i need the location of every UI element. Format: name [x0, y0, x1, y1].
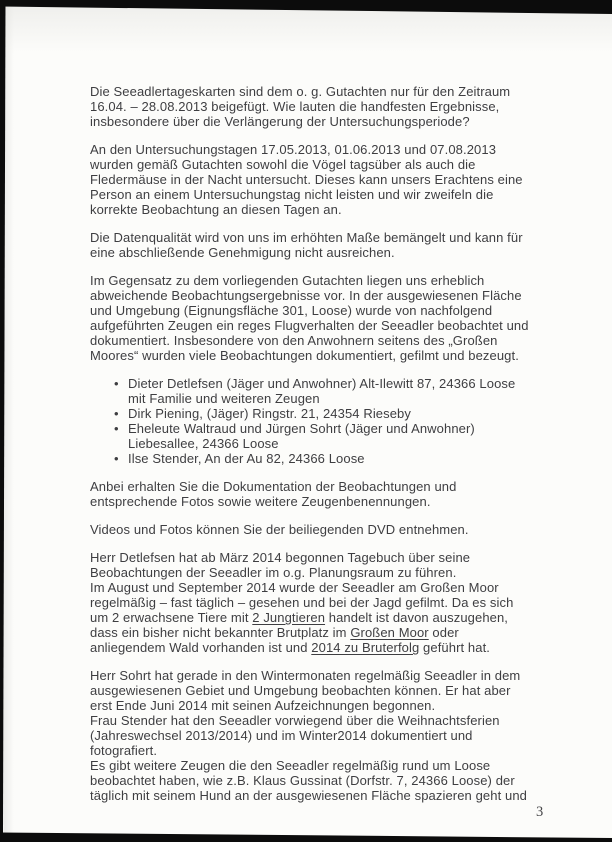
text-line — [90, 610, 529, 625]
text-line: fotografiert. — [90, 743, 158, 758]
text-line: abweichende Beobachtungsergebnisse vor. In der ausgewiesenen Fläche — [90, 288, 522, 303]
text-line: Die Seeadlertageskarten sind dem o. g. Gutachten nur für den Zeitraum — [90, 84, 511, 99]
text-line: Person an einem Untersuchungstag nicht leisten und wir zweifeln die — [90, 187, 494, 202]
text-line: Anbei erhalten Sie die Dokumentation der Beobachtungen und — [90, 479, 457, 494]
text-line — [90, 640, 529, 655]
text-line: • Eheleute Waltraud und Jürgen Sohrt (Jäger und Anwohner) — [128, 421, 475, 436]
underlined-text: 2 Jungtieren — [252, 610, 326, 625]
text-line: eine abschließende Genehmigung nicht ausreichen. — [90, 245, 395, 260]
text-line: ausgewiesenen Gebiet und Umgebung beobachten können. Er hat aber — [90, 683, 511, 698]
text-line: Beobachtungen der Seeadler im o.g. Planungsraum zu führen. — [90, 565, 457, 580]
scan-left-shading — [4, 0, 14, 842]
text-segment: oder — [428, 625, 459, 640]
paragraph-beobachtungen — [90, 273, 529, 363]
letter-body — [90, 84, 529, 803]
text-line: Fledermäuse in der Nacht untersucht. Dieses kann unsers Erachtens eine — [90, 172, 523, 187]
text-line: Herr Detlefsen hat ab März 2014 begonnen Tagebuch über seine — [90, 550, 471, 565]
text-line: Es gibt weitere Zeugen die den Seeadler regelmäßig rund um Loose — [90, 758, 491, 773]
paragraph-videos-dvd — [90, 522, 529, 537]
text-line: • Dirk Piening, (Jäger) Ringstr. 21, 24354 Rieseby — [128, 406, 411, 421]
scan-top-shading — [4, 7, 612, 53]
text-line: korrekte Beobachtung an diesen Tagen an. — [90, 202, 342, 217]
text-line: • Dieter Detlefsen (Jäger und Anwohner) Alt-Ilewitt 87, 24366 Loose — [128, 376, 516, 391]
paragraph-datenqualitaet — [90, 230, 529, 260]
paragraph-tageskarten — [90, 84, 529, 129]
paragraph-untersuchungstage — [90, 142, 529, 217]
text-line: entsprechende Fotos sowie weitere Zeugenbenennungen. — [90, 494, 431, 509]
text-line: täglich mit seinem Hund an der ausgewiesenen Fläche spazieren geht und — [90, 788, 527, 803]
witness-list — [90, 376, 529, 466]
text-line: mit Familie und weiteren Zeugen — [128, 391, 320, 406]
text-line: • Ilse Stender, An der Au 82, 24366 Loose — [128, 451, 365, 466]
underlined-text: 2014 zu Bruterfolg — [311, 640, 420, 655]
text-line — [90, 625, 529, 640]
text-line: wurden gemäß Gutachten sowohl die Vögel tagsüber als auch die — [90, 157, 476, 172]
text-line: beobachtet haben, wie z.B. Klaus Gussinat (Dorfstr. 7, 24366 Loose) der — [90, 773, 515, 788]
text-line: (Jahreswechsel 2013/2014) und im Winter2014 dokumentiert und — [90, 728, 473, 743]
paragraph-detlefsen-tagebuch — [90, 550, 529, 655]
page-number: 3 — [536, 804, 544, 820]
text-line: Die Datenqualität wird von uns im erhöhten Maße bemängelt und kann für — [90, 230, 523, 245]
text-line: dokumentiert. Insbesondere von den Anwohnern seitens des „Großen — [90, 333, 498, 348]
text-segment: geführt hat. — [419, 640, 491, 655]
text-line: erst Ende Juni 2014 mit seinen Aufzeichnungen begonnen. — [90, 698, 436, 713]
text-line: Moores“ wurden viele Beobachtungen dokumentiert, gefilmt und bezeugt. — [90, 348, 519, 363]
text-segment: dass ein bisher nicht bekannter Brutplatz im — [90, 625, 351, 640]
text-line: 16.04. – 28.08.2013 beigefügt. Wie lauten die handfesten Ergebnisse, — [90, 99, 500, 114]
text-line: regelmäßig – fast täglich – gesehen und bei der Jagd gefilmt. Da es sich — [90, 595, 514, 610]
text-line: Im August und September 2014 wurde der Seeadler am Großen Moor — [90, 580, 499, 595]
text-line: und Umgebung (Eignungsfläche 301, Loose) wurde von nachfolgend — [90, 303, 493, 318]
text-line: An den Untersuchungstagen 17.05.2013, 01.06.2013 und 07.08.2013 — [90, 142, 497, 157]
text-line: Im Gegensatz zu dem vorliegenden Gutachten liegen uns erheblich — [90, 273, 485, 288]
text-line: insbesondere über die Verlängerung der Untersuchungsperiode? — [90, 114, 470, 129]
underlined-text: Großen Moor — [350, 625, 429, 640]
witness-item — [90, 451, 529, 466]
text-segment: um 2 erwachsene Tiere mit — [90, 610, 253, 625]
witness-item — [90, 421, 529, 451]
text-line: Videos und Fotos können Sie der beiliegenden DVD entnehmen. — [90, 522, 469, 537]
text-segment: handelt ist davon auszugehen, — [325, 610, 509, 625]
text-segment: anliegendem Wald vorhanden ist und — [90, 640, 312, 655]
text-line: Liebesallee, 24366 Loose — [128, 436, 279, 451]
paragraph-sohrt-stender — [90, 668, 529, 803]
text-line: aufgeführten Zeugen ein reges Flugverhalten der Seeadler beobachtet und — [90, 318, 529, 333]
witness-item — [90, 406, 529, 421]
text-line: Herr Sohrt hat gerade in den Wintermonaten regelmäßig Seeadler in dem — [90, 668, 521, 683]
witness-item — [90, 376, 529, 406]
paragraph-anbei — [90, 479, 529, 509]
text-line: Frau Stender hat den Seeadler vorwiegend über die Weihnachtsferien — [90, 713, 500, 728]
